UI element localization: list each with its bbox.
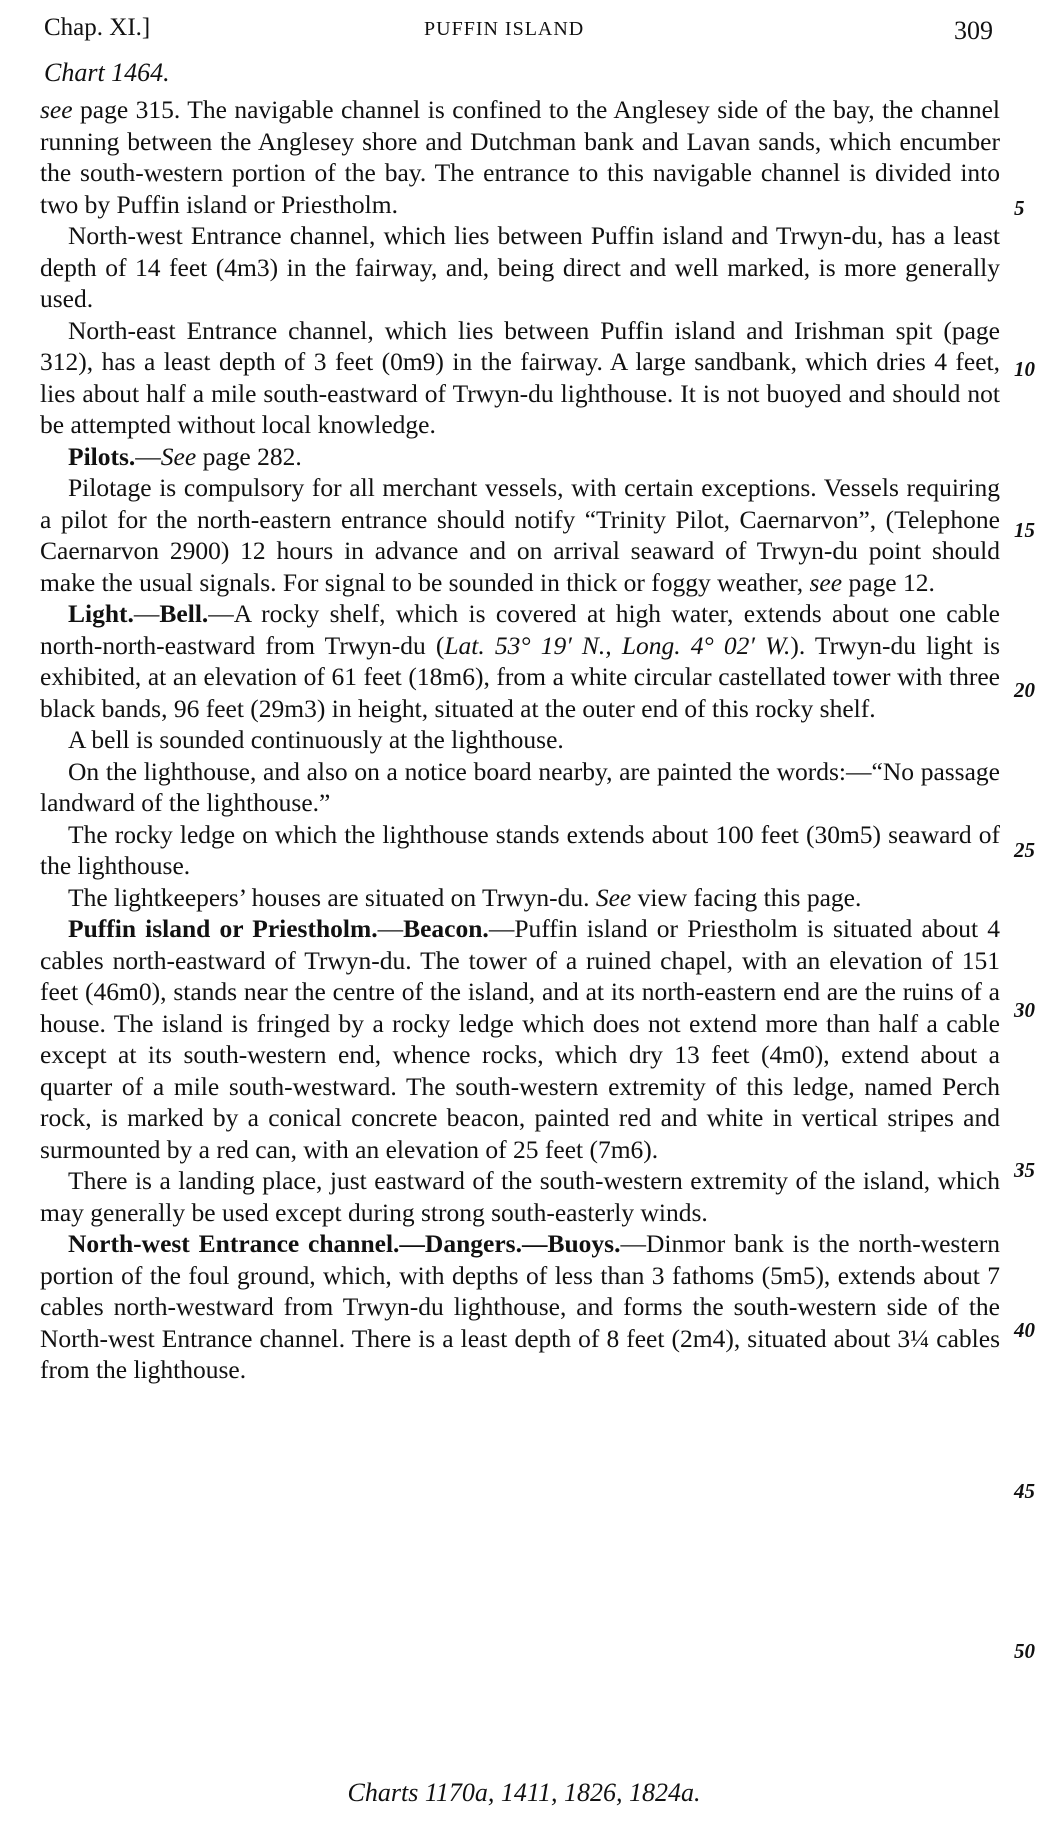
paragraph-intro bbox=[40, 94, 1000, 220]
paragraph-northwest-channel: North-west Entrance channel, which lies between Puffin island and Trwyn-du, has a least depth of 14 feet (4m3) in the fairway, and, being direct and well marked, is more generally used. bbox=[40, 221, 1000, 313]
paragraph-text: Pilotage is compulsory for all merchant vessels, with certain exceptions. Vessels requiring a pilot for the north-eastern entrance should notify “Trinity Pilot, Caernarvon”, (Telephone Caernarvon 2900) 12 hours in advance and on arrival seaward of Trwyn-du point should make the usual signals. For signal to be sounded in thick or foggy weather, bbox=[40, 473, 1000, 597]
section-heading-beacon: Beacon. bbox=[403, 914, 489, 943]
heading-dash: — bbox=[377, 914, 404, 943]
paragraph-text: page 12. bbox=[842, 567, 935, 597]
paragraph-text: view facing this page. bbox=[631, 882, 862, 912]
page-header bbox=[44, 12, 1004, 52]
paragraph-light-bell bbox=[40, 598, 1000, 724]
paragraph-pilotage bbox=[40, 472, 1000, 598]
heading-dash: — bbox=[133, 599, 160, 628]
see-reference: see bbox=[40, 95, 73, 124]
paragraph-text: ). Trwyn-du light is exhibited, at an elevation of 61 feet (18m6), from a white circular castellated tower with three black bands, 96 feet (29m3) in height, situated at the outer end of this rocky shelf. bbox=[40, 630, 1000, 723]
paragraph-bell: A bell is sounded continuously at the lighthouse. bbox=[68, 725, 564, 754]
footer-chart-list: Charts 1170a, 1411, 1826, 1824a. bbox=[347, 1778, 701, 1807]
running-title: PUFFIN ISLAND bbox=[424, 18, 585, 40]
section-heading-puffin-island: Puffin island or Priestholm. bbox=[68, 914, 378, 943]
line-number: 40 bbox=[1014, 1318, 1035, 1342]
body-text bbox=[40, 94, 1000, 1386]
line-number: 10 bbox=[1014, 357, 1035, 381]
line-number: 25 bbox=[1014, 838, 1035, 862]
see-reference: See bbox=[595, 882, 632, 912]
paragraph-text: —A rocky shelf, which is covered at high water, extends about one cable north-north-eastward from Trwyn-du ( bbox=[40, 599, 1000, 660]
page-number: 309 bbox=[954, 16, 993, 45]
chart-reference: Chart 1464. bbox=[44, 58, 170, 87]
section-heading-light: Light. bbox=[68, 599, 134, 628]
paragraph-notice: On the lighthouse, and also on a notice board nearby, are painted the words:—“No passage landward of the lighthouse.” bbox=[40, 756, 1000, 817]
paragraph-dangers-buoys bbox=[40, 1228, 1000, 1386]
line-number: 35 bbox=[1014, 1158, 1035, 1182]
line-number: 5 bbox=[1014, 196, 1025, 220]
paragraph-pilots-heading bbox=[40, 441, 1000, 473]
paragraph-landing-place: There is a landing place, just eastward of the south-western extremity of the island, which may generally be used except during strong south-easterly winds. bbox=[40, 1166, 1000, 1227]
see-reference: See bbox=[160, 441, 197, 471]
paragraph-text: page 315. The navigable channel is confined to the Anglesey side of the bay, the channel running between the Anglesey shore and Dutchman bank and Lavan sands, which encumber the south-western portion of the bay. The entrance to this navigable channel is divided into two by Puffin island or Priestholm. bbox=[40, 95, 1000, 219]
paragraph-puffin-island bbox=[40, 913, 1000, 1165]
paragraph-text: —Dinmor bank is the north-western portion of the foul ground, which, with depths of less than 3 fathoms (5m5), extends about 7 cables north-westward from Trwyn-du lighthouse, and forms the south-western side of the North-west Entrance channel. There is a least depth of 8 feet (2m4), situated about 3¼ cables from the lighthouse. bbox=[40, 1229, 1000, 1384]
paragraph-text: The lightkeepers’ houses are situated on Trwyn-du. bbox=[68, 882, 596, 912]
heading-dash: — bbox=[135, 441, 161, 471]
section-heading-bell: Bell. bbox=[159, 599, 209, 628]
paragraph-lightkeepers bbox=[40, 882, 1000, 914]
section-heading-dangers-buoys: North-west Entrance channel.—Dangers.—Buoys. bbox=[68, 1229, 621, 1258]
paragraph-text: page 282. bbox=[196, 441, 302, 471]
line-number: 50 bbox=[1014, 1639, 1035, 1663]
paragraph-northeast-channel: North-east Entrance channel, which lies between Puffin island and Irishman spit (page 312), has a least depth of 3 feet (0m9) in the fairway. A large sandbank, which dries 4 feet, lies about half a mile south-eastward of Trwyn-du lighthouse. It is not buoyed and should not be attempted without local knowledge. bbox=[40, 315, 1000, 439]
line-number: 20 bbox=[1014, 678, 1035, 702]
paragraph-text: —Puffin island or Priestholm is situated about 4 cables north-eastward of Trwyn-du. The tower of a ruined chapel, with an elevation of 151 feet (46m0), stands near the centre of the island, and at its north-eastern end are the ruins of a house. The island is fringed by a rocky ledge which does not extend more than half a cable except at its south-western end, whence rocks, which dry 13 feet (4m0), extend about a quarter of a mile south-westward. The south-western extremity of this ledge, named Perch rock, is marked by a conical concrete beacon, painted red and white in vertical stripes and surmounted by a red can, with an elevation of 25 feet (7m6). bbox=[40, 914, 1001, 1164]
position-coordinates: Lat. 53° 19′ N., Long. 4° 02′ W. bbox=[444, 630, 791, 660]
section-heading-pilots: Pilots. bbox=[68, 441, 136, 471]
see-reference: see bbox=[809, 567, 843, 597]
line-number: 30 bbox=[1014, 998, 1035, 1022]
line-number-margin bbox=[1014, 0, 1044, 1840]
chapter-label: Chap. XI.] bbox=[44, 14, 151, 41]
paragraph-rocky-ledge: The rocky ledge on which the lighthouse stands extends about 100 feet (30m5) seaward of the lighthouse. bbox=[40, 819, 1000, 880]
line-number: 15 bbox=[1014, 518, 1035, 542]
line-number: 45 bbox=[1014, 1479, 1035, 1503]
